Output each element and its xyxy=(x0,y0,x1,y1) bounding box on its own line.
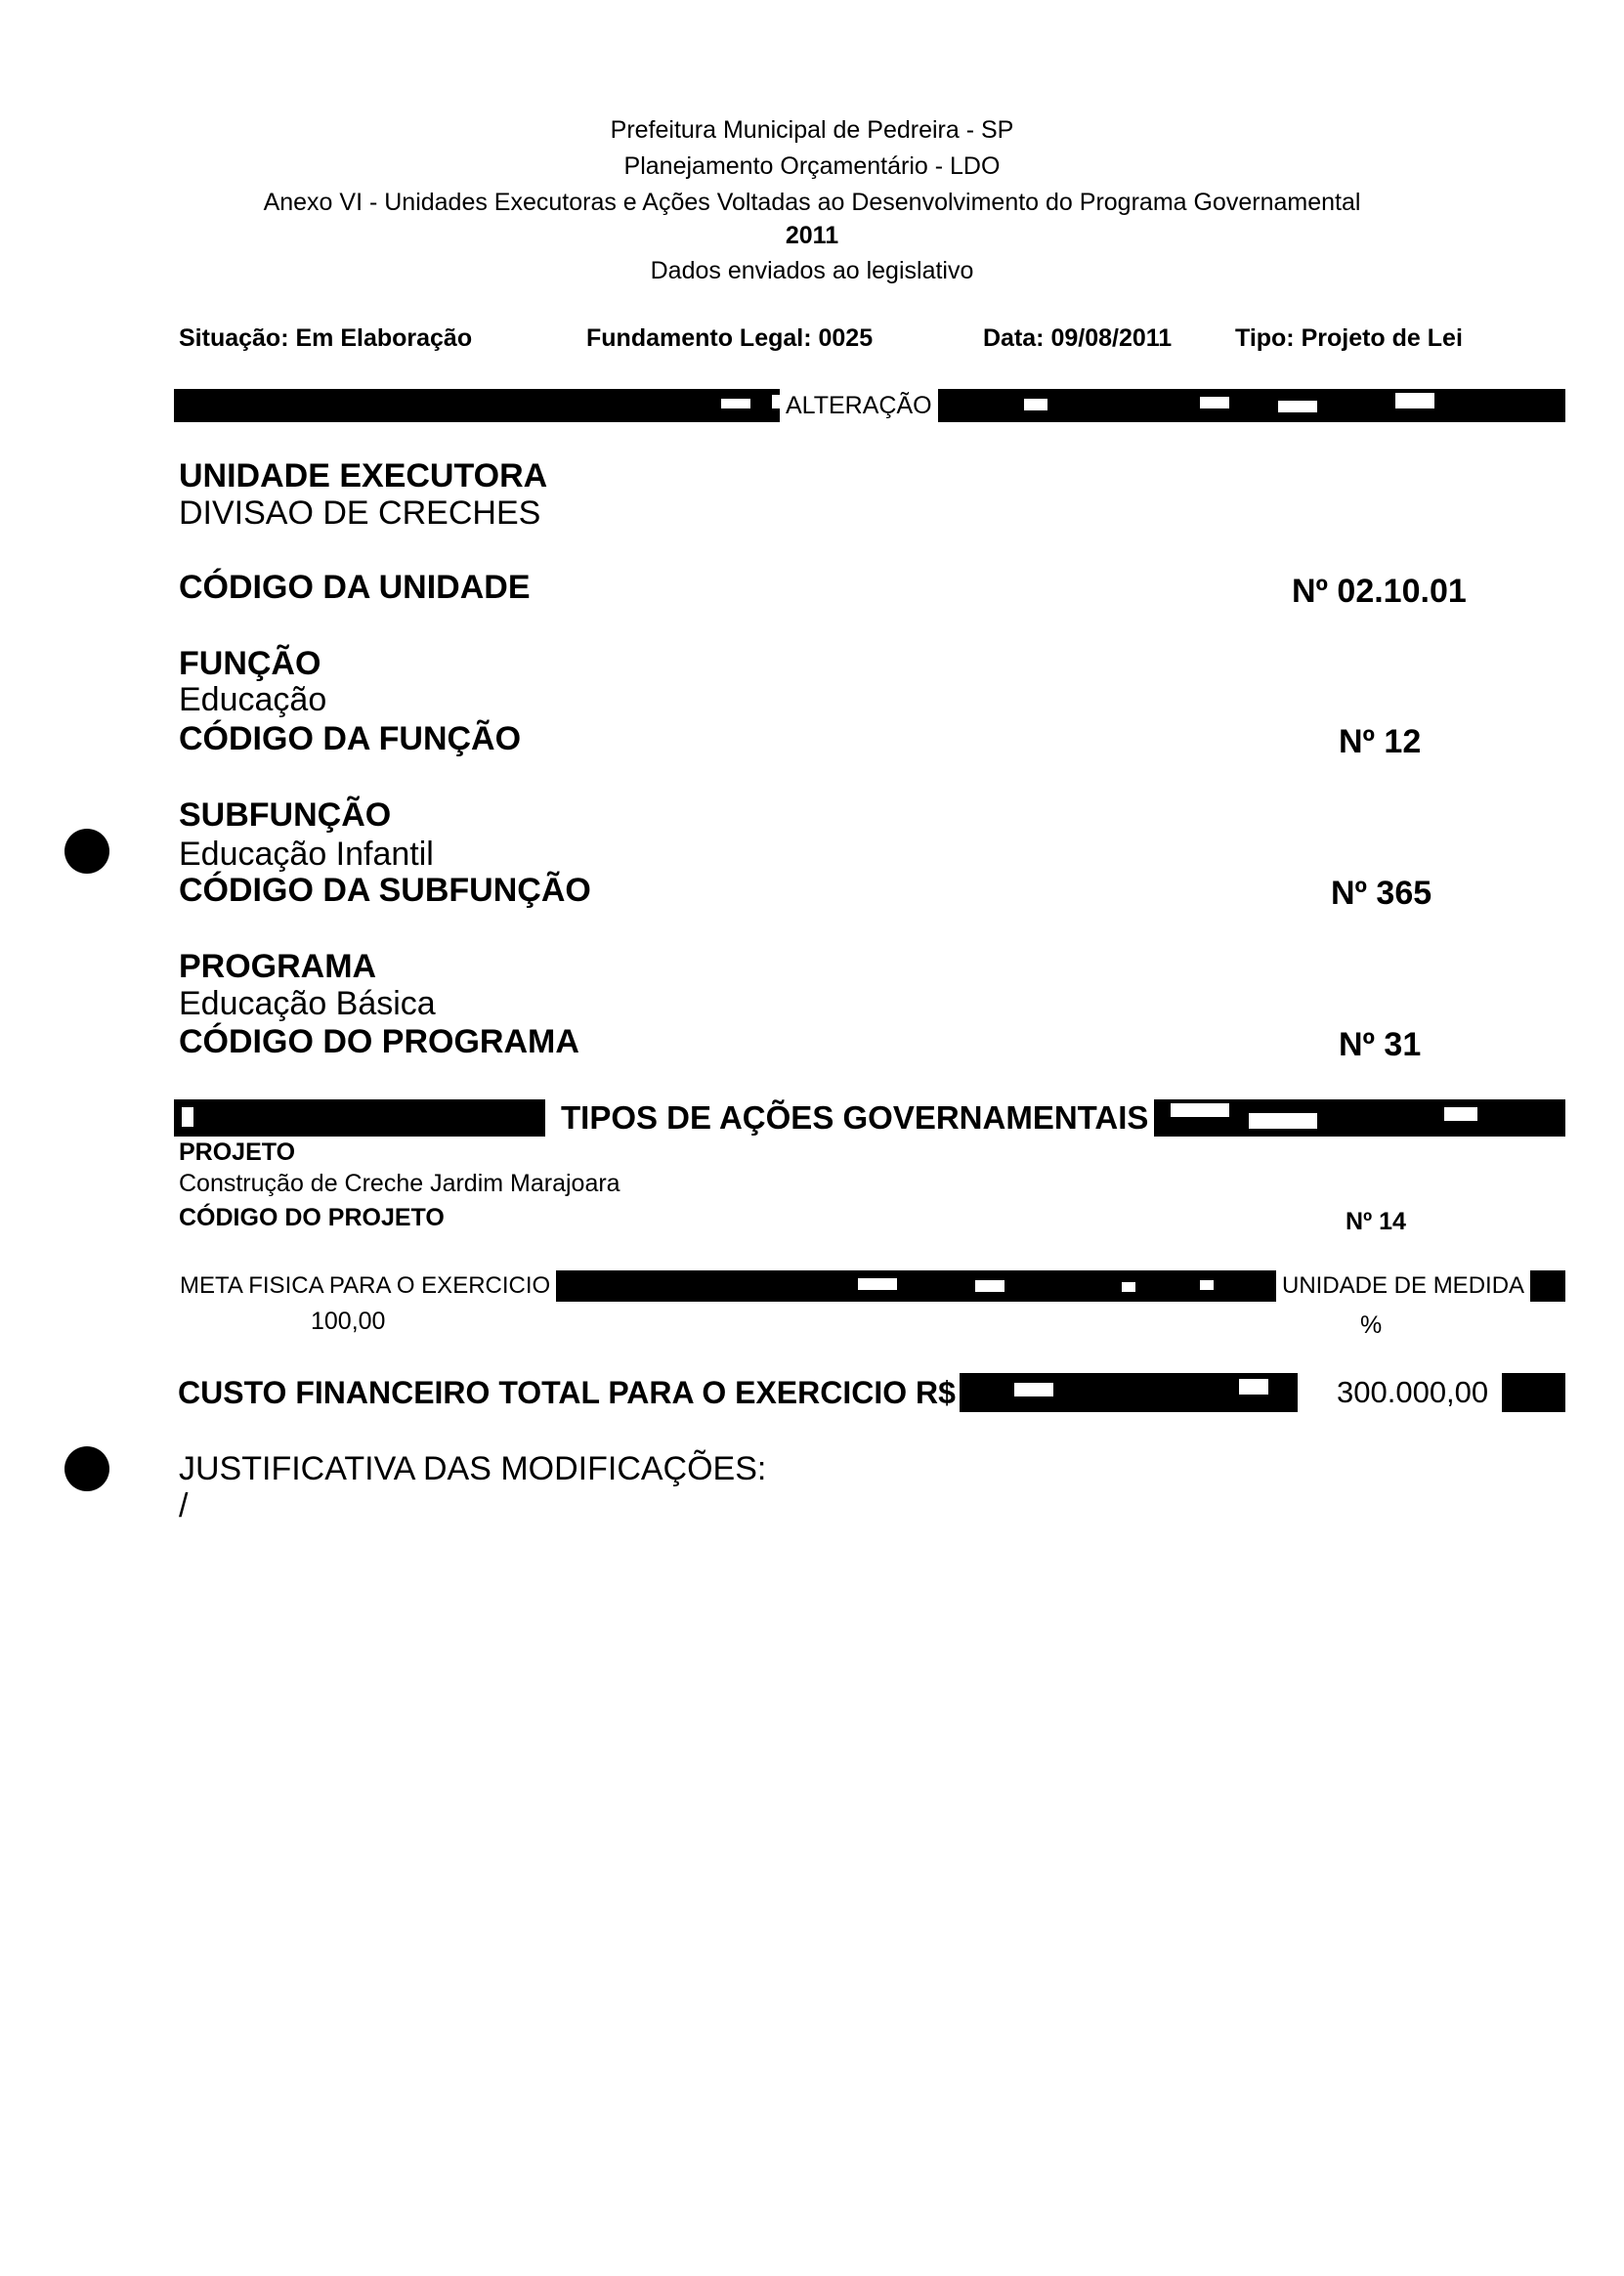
status-fundamento: Fundamento Legal: 0025 xyxy=(586,324,874,352)
subfuncao-code: Nº 365 xyxy=(1331,875,1432,912)
projeto-code: Nº 14 xyxy=(1346,1208,1406,1235)
meta-unit: % xyxy=(1360,1311,1383,1339)
punch-hole-bottom xyxy=(64,1446,109,1491)
subfuncao-value: Educação Infantil xyxy=(179,836,434,873)
unidade-medida-label: UNIDADE DE MEDIDA xyxy=(1276,1270,1530,1302)
header-line-municipality: Prefeitura Municipal de Pedreira - SP xyxy=(610,116,1014,144)
custo-label: CUSTO FINANCEIRO TOTAL PARA O EXERCICIO R$ xyxy=(174,1373,960,1412)
header-line-planning: Planejamento Orçamentário - LDO xyxy=(623,152,1001,180)
header-line-annex: Anexo VI - Unidades Executoras e Ações Voltadas ao Desenvolvimento do Programa Governamental xyxy=(263,189,1361,216)
tipos-acoes-label: TIPOS DE AÇÕES GOVERNAMENTAIS xyxy=(555,1099,1154,1137)
status-situacao: Situação: Em Elaboração xyxy=(179,324,473,352)
custo-value: 300.000,00 xyxy=(1298,1373,1502,1412)
header-year: 2011 xyxy=(785,222,839,249)
status-tipo: Tipo: Projeto de Lei xyxy=(1235,324,1463,352)
projeto-code-label: CÓDIGO DO PROJETO xyxy=(179,1204,445,1231)
unidade-code: Nº 02.10.01 xyxy=(1292,573,1467,610)
meta-bar xyxy=(174,1270,1565,1302)
unidade-value: DIVISAO DE CRECHES xyxy=(179,494,541,532)
tipos-acoes-bar xyxy=(174,1099,1565,1137)
projeto-value: Construção de Creche Jardim Marajoara xyxy=(179,1170,620,1197)
projeto-title: PROJETO xyxy=(179,1138,296,1166)
justificativa-value: / xyxy=(179,1487,189,1524)
meta-value: 100,00 xyxy=(311,1308,386,1335)
alteracao-label: ALTERAÇÃO xyxy=(780,389,938,422)
unidade-code-label: CÓDIGO DA UNIDADE xyxy=(179,569,531,606)
status-data: Data: 09/08/2011 xyxy=(983,324,1173,352)
alteracao-bar xyxy=(174,389,1565,422)
custo-bar xyxy=(174,1373,1565,1412)
programa-code-label: CÓDIGO DO PROGRAMA xyxy=(179,1023,579,1060)
funcao-title: FUNÇÃO xyxy=(179,645,321,682)
subfuncao-title: SUBFUNÇÃO xyxy=(179,796,392,834)
programa-value: Educação Básica xyxy=(179,985,436,1022)
punch-hole-top xyxy=(64,829,109,874)
funcao-value: Educação xyxy=(179,681,327,718)
subfuncao-code-label: CÓDIGO DA SUBFUNÇÃO xyxy=(179,872,591,909)
funcao-code: Nº 12 xyxy=(1339,723,1422,760)
meta-label: META FISICA PARA O EXERCICIO xyxy=(174,1270,556,1302)
funcao-code-label: CÓDIGO DA FUNÇÃO xyxy=(179,720,522,757)
programa-title: PROGRAMA xyxy=(179,948,377,985)
header-line-sent: Dados enviados ao legislativo xyxy=(650,257,974,284)
justificativa-label: JUSTIFICATIVA DAS MODIFICAÇÕES: xyxy=(179,1450,767,1487)
programa-code: Nº 31 xyxy=(1339,1026,1422,1063)
unidade-title: UNIDADE EXECUTORA xyxy=(179,457,548,494)
